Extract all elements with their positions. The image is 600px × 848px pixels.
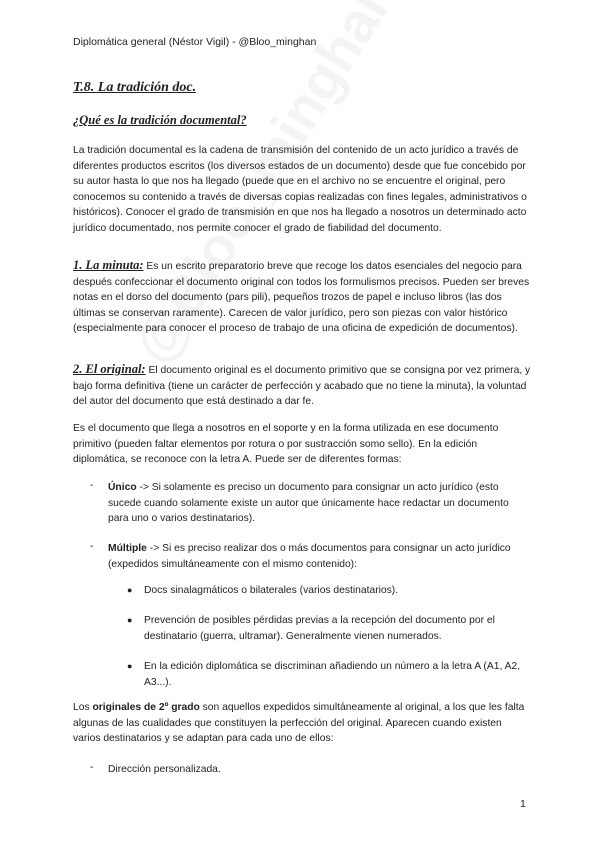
dash-marker: - [90, 541, 94, 552]
bullet-item: Prevención de posibles pérdidas previas a la recepción del documento por el destinatario (guerra, ultramar). Generalmente vienen numerados. [144, 615, 495, 642]
page-number: 1 [520, 798, 526, 810]
multiple-term: Múltiple [108, 543, 147, 554]
bullet-item: En la edición diplomática se discriminan añadiendo un número a la letra A (A1, A2, A3...). [144, 661, 521, 688]
bullet-marker: ● [127, 661, 133, 671]
page-title: T.8. La tradición doc. [73, 80, 197, 95]
original-text: El documento original es el documento primitivo que se consigna por vez primera, y bajo forma definitiva (tiene un carácter de perfección y acabado que no tiene la minuta), la voluntad del autor del documento que está destinado a dar fe. [73, 365, 531, 407]
original-paragraph [73, 362, 531, 410]
soporte-paragraph: Es el documento que llega a nosotros en el soporte y en la forma utilizada en ese documento primitivo (pueden faltar elementos por rotura o por sustracción somo sello). En la edición diplomática, se reconoce con la letra A. Puede ser de diferentes formas: [73, 423, 499, 465]
minuta-heading: 1. La minuta: [73, 258, 144, 272]
list-item-multiple [108, 541, 528, 572]
bullet-marker: ● [127, 585, 133, 595]
segundo-grado-pre: Los [73, 702, 93, 713]
unico-text: -> Si solamente es preciso un documento para consignar un acto jurídico (esto sucede cuando solamente existe un autor que únicamente hace redactar un documento para uno o varios destinatarios). [108, 482, 509, 524]
section-subtitle: ¿Qué es la tradición documental? [73, 113, 247, 127]
minuta-text: Es un escrito preparatorio breve que recoge los datos esenciales del negocio para después confeccionar el documento original con todos los formulismos precisos. Pueden ser breves notas en el dorso del documento (pars pili), pequeños trozos de papel e incluso libros (las dos últimas se conservan raramente). Carecen de valor jurídico, pero son piezas con valor histórico (especialmente para conocer el proceso de trabajo de una oficina de expedición de documentos). [73, 261, 530, 334]
list-item-direccion: Dirección personalizada. [108, 764, 221, 775]
segundo-grado-text: son aquellos expedidos simultáneamente al original, a los que les falta algunas de las cualidades que constituyen la perfección del original. Aparecen cuando existen varios destinatarios y se adaptan para cada uno de ellos: [73, 702, 525, 744]
bullet-item: Docs sinalagmáticos o bilaterales (varios destinatarios). [144, 585, 399, 596]
page-header: Diplomática general (Néstor Vigil) - @Bloo_minghan [73, 36, 317, 48]
multiple-text: -> Si es preciso realizar dos o más documentos para consignar un acto jurídico (expedidos simultáneamente con el mismo contenido): [108, 543, 511, 570]
dash-marker: - [90, 762, 94, 773]
unico-term: Único [108, 482, 137, 493]
segundo-grado-term: originales de 2º grado [92, 702, 200, 713]
segundo-grado-paragraph [73, 700, 531, 747]
original-heading: 2. El original: [73, 362, 146, 376]
list-item-unico [108, 480, 528, 527]
bullet-marker: ● [127, 615, 133, 625]
dash-marker: - [90, 480, 94, 491]
intro-paragraph: La tradición documental es la cadena de transmisión del contenido de un acto jurídico a través de diferentes productos escritos (los diversos estados de un documento) desde que fue concebido por su autor hasta lo que nos ha llegado (puede que en el archivo no se encuentre el original, pero conocemos su contenido a través de diversas copias realizadas con fines legales, administrativos o históricos). Conocer el grado de transmisión en que nos ha llegado a nosotros un determinado acto jurídico documentado, nos permite conocer el grado de fiabilidad del documento. [73, 145, 527, 234]
minuta-paragraph [73, 258, 531, 337]
